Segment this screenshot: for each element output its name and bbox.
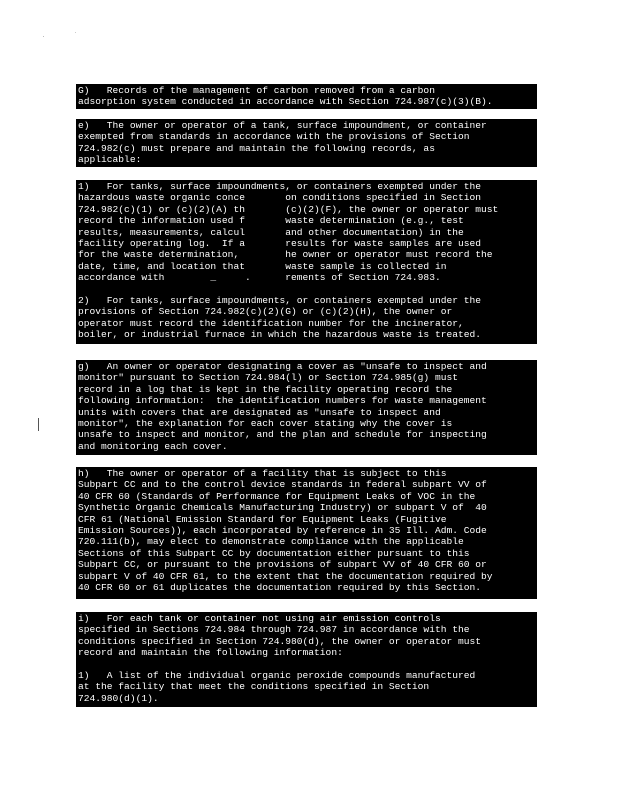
text-line: monitor", the explanation for each cover stating why the cover is: [78, 417, 453, 429]
text-line: hazardous waste organic conce on conditions specified in Section: [78, 192, 482, 204]
text-line: 724.982(c) must prepare and maintain the following records, as: [78, 142, 435, 154]
text-line: CFR 61 (National Emission Standard for Equipment Leaks (Fugitive: [78, 513, 447, 525]
text-line: operator must record the identification number for the incinerator,: [78, 317, 464, 329]
text-line: at the facility that meet the conditions specified in Section: [78, 681, 430, 693]
text-line: and monitoring each cover.: [78, 440, 228, 452]
text-line: record in a log that is kept in the facility operating record the: [78, 383, 453, 395]
text-line: 40 CFR 60 (Standards of Performance for Equipment Leaks of VOC in the: [78, 490, 476, 502]
paragraph-i-no-emission-controls: [76, 612, 537, 707]
text-line: Subpart CC and to the control device standards in federal subpart VV of: [78, 479, 487, 491]
text-line: exempted from standards in accordance with the provisions of Section: [78, 131, 470, 143]
text-line: for the waste determination, he owner or operator must record the: [78, 249, 493, 261]
text-line: accordance with _ . rements of Section 724.983.: [78, 272, 441, 284]
text-line: specified in Sections 724.984 through 724.987 in accordance with the: [78, 624, 470, 636]
text-line: Sections of this Subpart CC by documentation either pursuant to this: [78, 547, 470, 559]
text-line: e) The owner or operator of a tank, surface impoundment, or container: [78, 120, 487, 131]
text-line: provisions of Section 724.982(c)(2)(G) or (c)(2)(H), the owner or: [78, 306, 453, 318]
text-line: 724.982(c)(1) or (c)(2)(A) th (c)(2)(F), the owner or operator must: [78, 203, 499, 215]
text-line: units with covers that are designated as "unsafe to inspect and: [78, 406, 441, 418]
scan-margin-mark: [38, 418, 39, 431]
text-line: Synthetic Organic Chemicals Manufacturing Industry) or subpart V of 40: [78, 502, 487, 514]
text-line: facility operating log. If a results for waste samples are used: [78, 237, 482, 249]
paragraph-h-subpart-cc-compliance: [76, 467, 537, 599]
text-line: date, time, and location that waste sample is collected in: [78, 260, 447, 272]
text-line: monitor" pursuant to Section 724.984(l) or Section 724.985(g) must: [78, 372, 458, 384]
text-line: 720.111(b), may elect to demonstrate compliance with the applicable: [78, 536, 464, 548]
paragraph-g-unsafe-cover-log: [76, 360, 537, 455]
text-line: 40 CFR 60 or 61 duplicates the documentation required by this Section.: [78, 581, 482, 593]
text-line: 1) A list of the individual organic peroxide compounds manufactured: [78, 669, 476, 681]
text-line: results, measurements, calcul and other documentation) in the: [78, 226, 464, 238]
text-line: conditions specified in Section 724.980(d), the owner or operator must: [78, 635, 482, 647]
text-line: record and maintain the following information:: [78, 647, 343, 659]
text-line: Emission Sources)), each incorporated by reference in 35 Ill. Adm. Code: [78, 524, 487, 536]
text-line: 724.980(d)(1).: [78, 692, 159, 704]
text-line: unsafe to inspect and monitor, and the plan and schedule for inspecting: [78, 429, 487, 441]
text-line: adsorption system conducted in accordance with Section 724.987(c)(3)(B).: [78, 96, 493, 108]
text-line: i) For each tank or container not using air emission controls: [78, 613, 441, 624]
text-line: 1) For tanks, surface impoundments, or containers exempted under the: [78, 181, 482, 192]
text-line: g) An owner or operator designating a cover as "unsafe to inspect and: [78, 361, 487, 372]
scan-speck: [43, 36, 44, 37]
text-line: record the information used f waste determination (e.g., test: [78, 215, 464, 227]
paragraph-e1-e2-exemptions: [76, 180, 537, 344]
text-line: Subpart CC, or pursuant to the provisions of subpart VV of 40 CFR 60 or: [78, 559, 487, 571]
text-line: boiler, or industrial furnace in which the hazardous waste is treated.: [78, 329, 482, 341]
text-line: 2) For tanks, surface impoundments, or containers exempted under the: [78, 294, 482, 306]
text-line: following information: the identification numbers for waste management: [78, 395, 487, 407]
text-line: subpart V of 40 CFR 61, to the extent that the documentation required by: [78, 570, 493, 582]
scan-speck: [75, 32, 76, 33]
paragraph-e-exempted-records: [76, 119, 537, 167]
blank-line: [78, 659, 536, 670]
text-line: h) The owner or operator of a facility that is subject to this: [78, 468, 447, 479]
paragraph-g-carbon-records: [76, 84, 537, 109]
text-line: applicable:: [78, 154, 142, 166]
text-line: G) Records of the management of carbon removed from a carbon: [78, 85, 435, 96]
blank-line: [78, 284, 536, 295]
